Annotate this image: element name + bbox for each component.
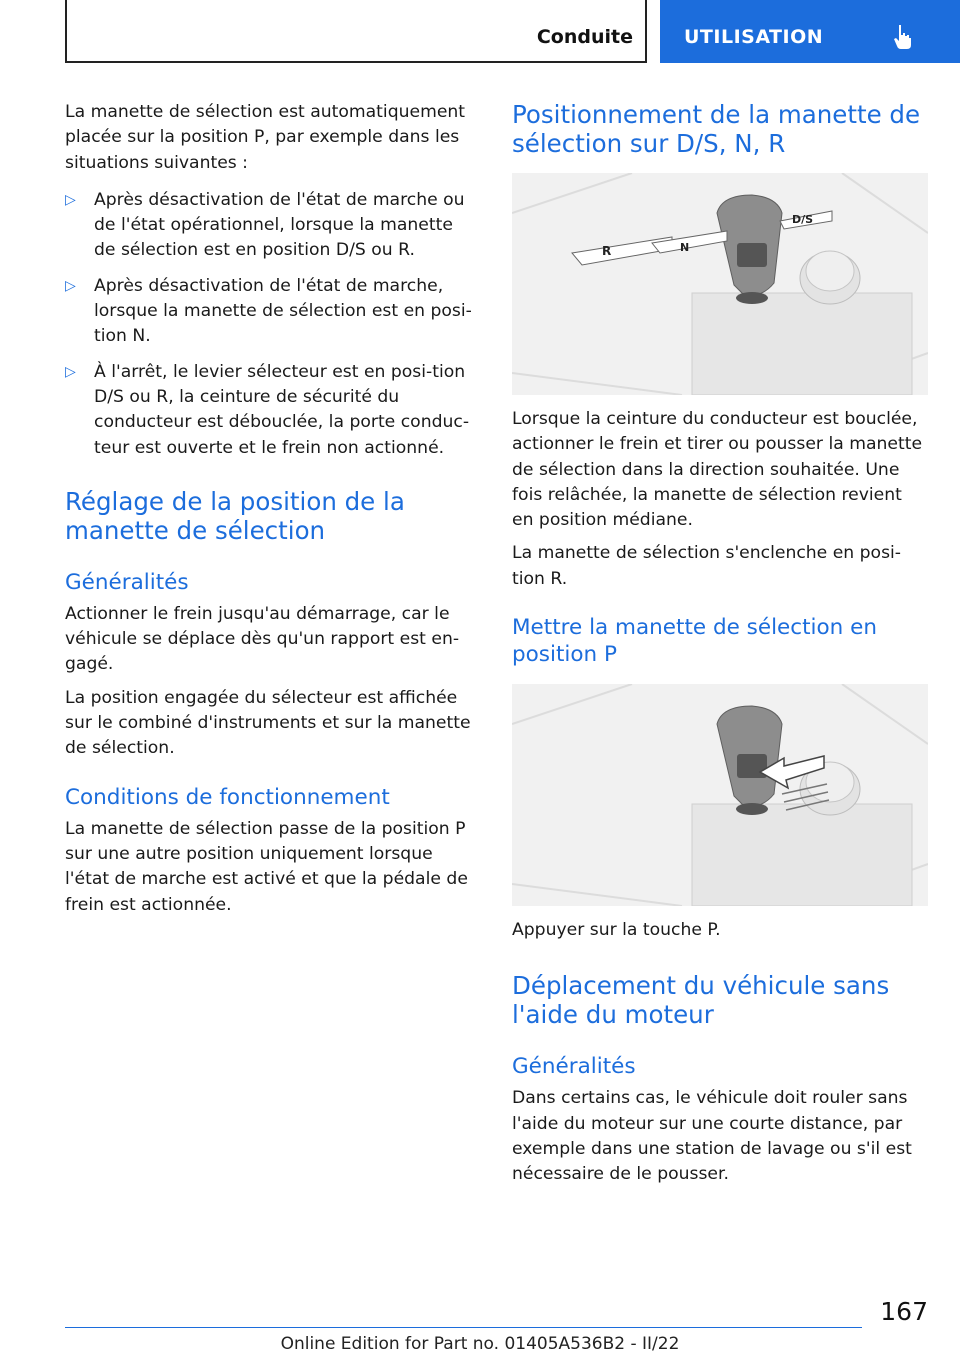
- paragraph-conditions: La manette de sélection passe de la position P sur une autre position uniquement lorsque l'état de marche est activé et que la pédale de frein est actionnée.: [65, 818, 468, 915]
- triangle-right-icon: ▷: [65, 191, 76, 208]
- footer-divider: [65, 1327, 862, 1328]
- list-item: [65, 188, 477, 264]
- paragraph-dans-certains: Dans certains cas, le véhicule doit rouler sans l'aide du moteur sur une courte distance, par exemple dans une station de lavage ou s'il est nécessaire de le pousser.: [512, 1088, 912, 1185]
- situations-list: [65, 188, 477, 461]
- triangle-right-icon: ▷: [65, 363, 76, 380]
- gear-selector-illustration: [512, 173, 928, 395]
- right-column: [512, 100, 928, 1196]
- label-ds: D/S: [792, 213, 814, 226]
- label-n: N: [680, 241, 690, 254]
- header-chapter-tab: [660, 0, 960, 63]
- left-column: [65, 100, 477, 926]
- list-item-text: Après désactivation de l'état de marche ou de l'état opérationnel, lorsque la manette de sélection est en position D/S ou R.: [94, 189, 465, 261]
- hand-pointing-icon: [892, 24, 914, 50]
- page-number: 167: [880, 1297, 928, 1326]
- heading-positionnement: Positionnement de la manette de sélection sur D/S, N, R: [512, 100, 921, 158]
- heading-generalites: Généralités: [65, 569, 189, 595]
- paragraph-appuyer: Appuyer sur la touche P.: [512, 920, 721, 941]
- heading-mettre: Mettre la manette de sélection en position P: [512, 615, 877, 668]
- list-item-text: À l'arrêt, le levier sélecteur est en posi-tion D/S ou R, la ceinture de sécurité du conducteur est débouclée, la porte conduc-teur est ouverte et le frein non actionné.: [94, 361, 470, 458]
- paragraph-position: La position engagée du sélecteur est affichée sur le combiné d'instruments et sur la manette de sélection.: [65, 687, 471, 759]
- list-item-text: Après désactivation de l'état de marche, lorsque la manette de sélection est en posi-tion N.: [94, 275, 472, 347]
- intro-paragraph: La manette de sélection est automatiquement placée sur la position P, par exemple dans les situations suivantes :: [65, 102, 466, 173]
- list-item: [65, 360, 477, 461]
- heading-conditions: Conditions de fonctionnement: [65, 784, 390, 810]
- paragraph-enclenche: La manette de sélection s'enclenche en posi-tion R.: [512, 543, 902, 589]
- header-section-box: [65, 0, 647, 63]
- header-chapter-title: UTILISATION: [684, 26, 824, 48]
- header-section-title: Conduite: [536, 26, 633, 48]
- paragraph-actionner: Actionner le frein jusqu'au démarrage, car le véhicule se déplace dès qu'un rapport est en-gagé.: [65, 603, 460, 675]
- heading-deplacement: Déplacement du véhicule sans l'aide du moteur: [512, 971, 890, 1030]
- list-item: [65, 274, 477, 350]
- gear-selector-drawing: [512, 173, 928, 395]
- heading-reglage: Réglage de la position de la manette de sélection: [65, 486, 405, 545]
- footer-edition: Online Edition for Part no. 01405A536B2 - II/22: [280, 1334, 680, 1354]
- p-button-drawing: [512, 684, 928, 906]
- triangle-right-icon: ▷: [65, 277, 76, 294]
- label-r: R: [602, 244, 612, 258]
- p-button-illustration: [512, 684, 928, 906]
- heading-generalites-2: Généralités: [512, 1054, 636, 1080]
- paragraph-ceinture: Lorsque la ceinture du conducteur est bouclée, actionner le frein et tirer ou pousser la manette de sélection dans la direction souhaitée. Une fois relâchée, la manette de sélection revient en position médiane.: [512, 409, 923, 531]
